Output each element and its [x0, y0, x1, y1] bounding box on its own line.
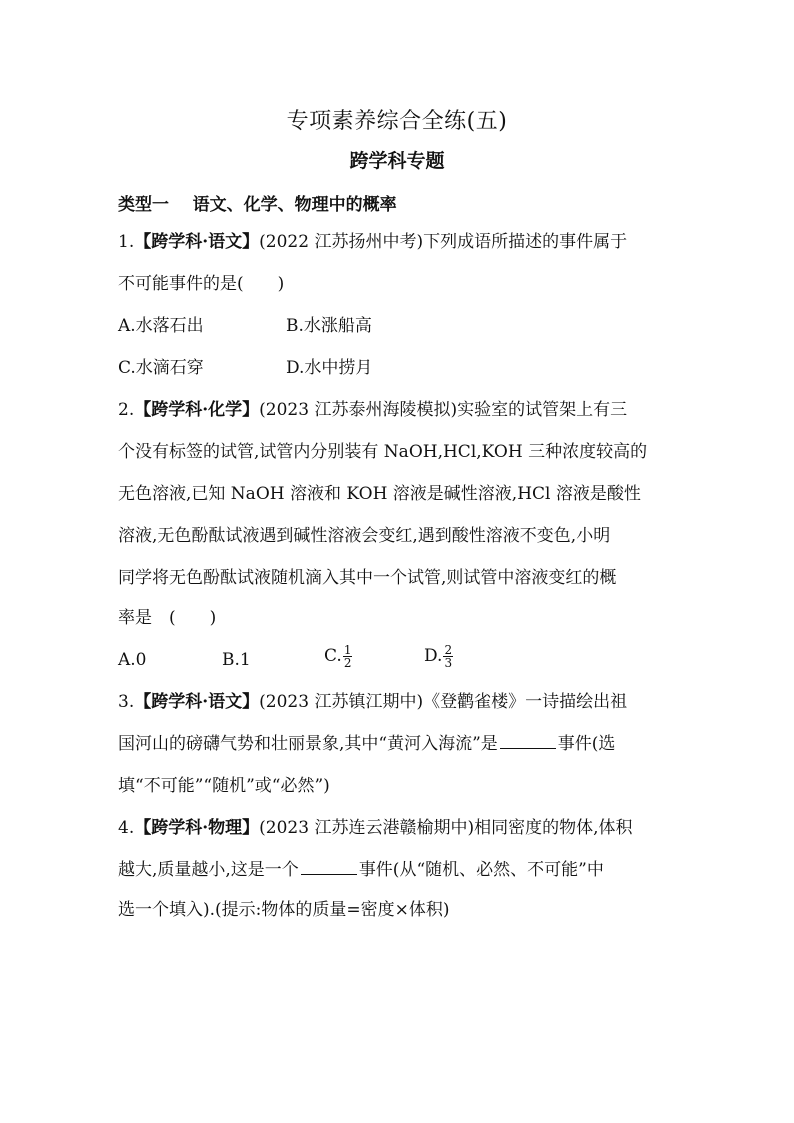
question-2-option-d [424, 644, 453, 669]
question-4-text-1: (2023 江苏连云港赣榆期中)相同密度的物体,体积 [259, 818, 633, 838]
section-heading: 类型一 语文、化学、物理中的概率 [118, 195, 397, 215]
question-1-tag: 【跨学科·语文】 [134, 232, 260, 252]
question-1-number: 1. [118, 232, 135, 252]
question-4-tag: 【跨学科·物理】 [134, 818, 260, 838]
fraction-two-thirds [443, 644, 453, 669]
question-4-line-2 [118, 858, 604, 882]
option-d-label: D. [424, 646, 443, 666]
fraction-numerator: 1 [343, 643, 352, 657]
fraction-one-half [343, 644, 353, 669]
question-3-line-2 [118, 732, 615, 756]
question-3-tag: 【跨学科·语文】 [134, 692, 260, 712]
question-1-option-d: D.水中捞月 [286, 358, 373, 378]
question-4-number: 4. [118, 818, 135, 838]
question-2-line-2: 个没有标签的试管,试管内分别装有 NaOH,HCl,KOH 三种浓度较高的 [118, 442, 648, 462]
fraction-numerator: 2 [444, 643, 453, 657]
question-3-line-3: 填“不可能”“随机”或“必然”) [118, 776, 330, 796]
question-2-line-4: 溶液,无色酚酞试液遇到碱性溶液会变红,遇到酸性溶液不变色,小明 [118, 526, 611, 546]
question-2-option-a: A.0 [118, 650, 147, 670]
fraction-denominator: 3 [444, 656, 453, 670]
answer-blank[interactable] [301, 859, 357, 875]
question-2-text-1: (2023 江苏泰州海陵模拟)实验室的试管架上有三 [259, 400, 628, 420]
question-1-option-b: B.水涨船高 [286, 316, 372, 336]
question-2-option-b: B.1 [222, 650, 251, 670]
question-2-line-1 [118, 398, 627, 422]
question-3-text-2b: 事件(选 [557, 734, 616, 754]
question-1-line-2: 不可能事件的是( ) [118, 274, 285, 294]
answer-blank[interactable] [500, 733, 556, 749]
question-4-text-2a: 越大,质量越小,这是一个 [118, 860, 299, 880]
page-subtitle: 跨学科专题 [349, 150, 445, 172]
question-1-option-a: A.水落石出 [118, 316, 204, 336]
fraction-denominator: 2 [343, 656, 352, 670]
question-2-tag: 【跨学科·化学】 [134, 400, 260, 420]
question-3-number: 3. [118, 692, 135, 712]
question-2-line-3: 无色溶液,已知 NaOH 溶液和 KOH 溶液是碱性溶液,HCl 溶液是酸性 [118, 484, 641, 504]
question-2-option-c [324, 644, 352, 669]
question-1-text-1: (2022 江苏扬州中考)下列成语所描述的事件属于 [259, 232, 628, 252]
question-3-line-1 [118, 690, 627, 714]
question-2-line-5: 同学将无色酚酞试液随机滴入其中一个试管,则试管中溶液变红的概 [118, 568, 617, 588]
question-1-option-c: C.水滴石穿 [118, 358, 204, 378]
question-4-text-2b: 事件(从“随机、必然、不可能”中 [358, 860, 604, 880]
question-4-line-1 [118, 816, 633, 840]
question-1-line-1 [118, 230, 627, 254]
page-title: 专项素养综合全练(五) [286, 109, 508, 134]
question-4-line-3: 选一个填入).(提示:物体的质量=密度×体积) [118, 900, 450, 920]
question-2-number: 2. [118, 400, 135, 420]
option-c-label: C. [324, 646, 342, 666]
question-3-text-2a: 国河山的磅礴气势和壮丽景象,其中“黄河入海流”是 [118, 734, 498, 754]
question-3-text-1: (2023 江苏镇江期中)《登鹳雀楼》一诗描绘出祖 [259, 692, 628, 712]
question-2-line-6: 率是 ( ) [118, 608, 217, 628]
